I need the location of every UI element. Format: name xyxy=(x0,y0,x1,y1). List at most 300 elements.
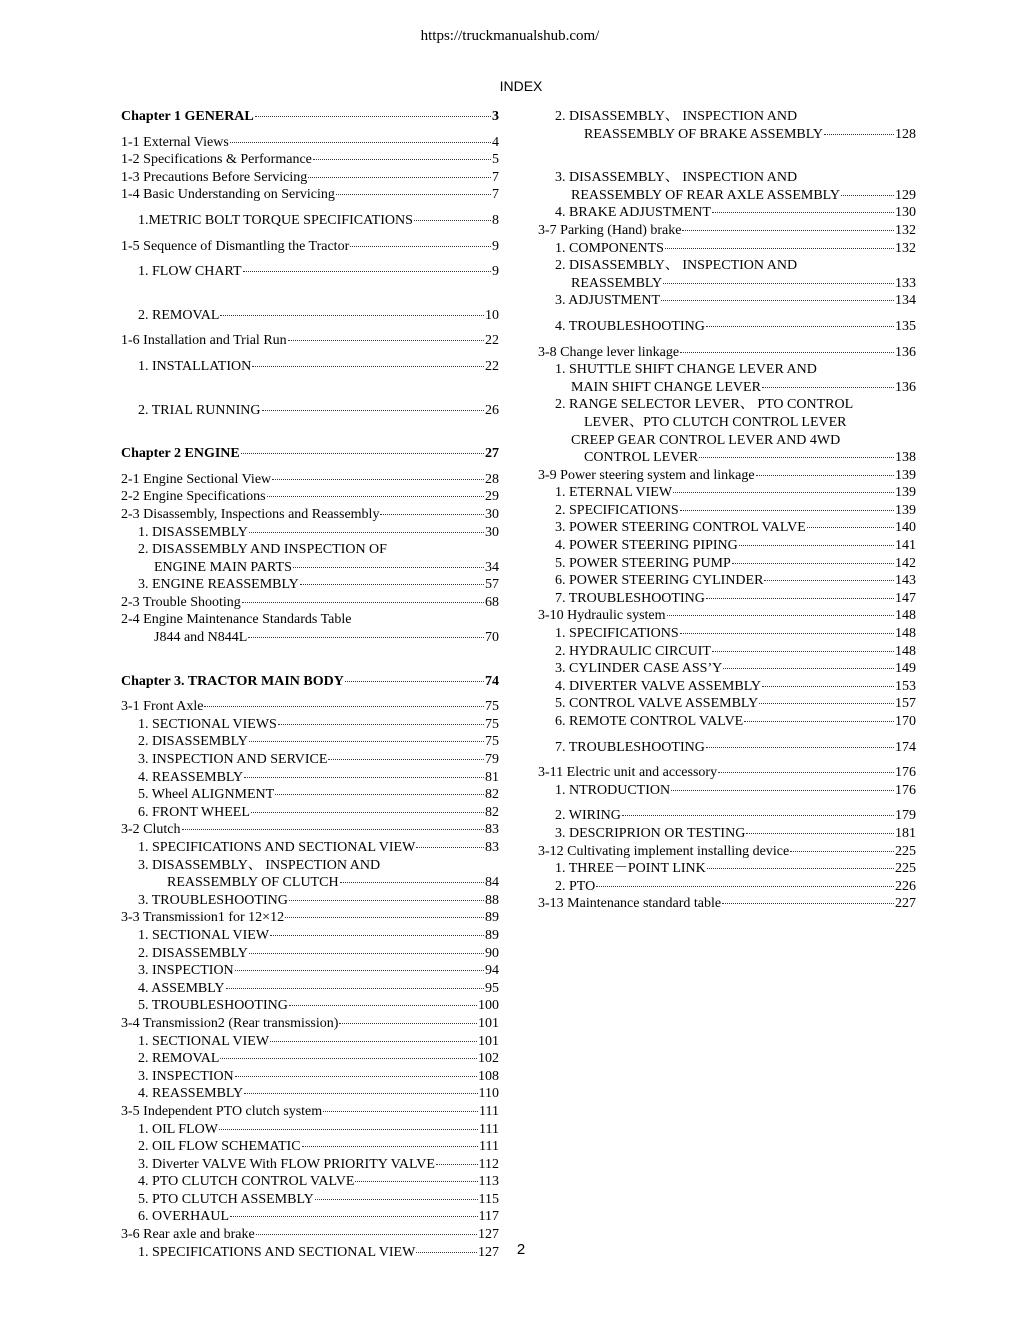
toc-entry-title: 2. REMOVAL xyxy=(138,307,220,323)
toc-entry xyxy=(121,909,499,927)
toc-entry xyxy=(121,307,499,325)
toc-right-column xyxy=(538,108,916,913)
toc-entry-title: ENGINE MAIN PARTS xyxy=(154,559,292,575)
toc-entry-page: 110 xyxy=(478,1086,499,1102)
toc-entry-page: 57 xyxy=(485,577,499,593)
dot-leader xyxy=(746,832,894,834)
toc-entry-page: 226 xyxy=(895,878,916,894)
toc-entry-page: 9 xyxy=(492,238,499,254)
dot-leader xyxy=(293,566,484,568)
dot-leader xyxy=(756,474,894,476)
toc-entry-title: 1. FLOW CHART xyxy=(138,264,242,280)
toc-entry xyxy=(121,804,499,822)
toc-entry-page: 27 xyxy=(485,446,499,462)
toc-entry-title: 3. DISASSEMBLY、 INSPECTION AND xyxy=(138,857,381,873)
dot-leader xyxy=(308,176,491,178)
toc-entry-page: 70 xyxy=(485,630,499,646)
toc-entry-page: 136 xyxy=(895,379,916,395)
toc-entry xyxy=(121,263,499,281)
dot-leader xyxy=(249,531,484,533)
toc-entry-continued xyxy=(121,857,499,875)
toc-entry-title: 4. ASSEMBLY xyxy=(138,980,225,996)
dot-leader xyxy=(667,614,894,616)
toc-entry xyxy=(121,821,499,839)
toc-entry-title: 3. INSPECTION xyxy=(138,963,234,979)
dot-leader xyxy=(220,314,484,316)
toc-entry-page: 136 xyxy=(895,344,916,360)
toc-entry-title: 2. DISASSEMBLY xyxy=(138,945,248,961)
toc-entry xyxy=(121,1156,499,1174)
dot-leader xyxy=(762,685,894,687)
dot-leader xyxy=(706,597,894,599)
dot-leader xyxy=(380,513,484,515)
toc-entry xyxy=(121,471,499,489)
toc-entry-title: REASSEMBLY OF REAR AXLE ASSEMBLY xyxy=(571,187,840,203)
toc-entry xyxy=(538,467,916,485)
toc-entry xyxy=(538,572,916,590)
toc-entry-page: 225 xyxy=(895,843,916,859)
toc-entry-page: 102 xyxy=(478,1051,499,1067)
toc-entry xyxy=(538,807,916,825)
toc-entry-page: 83 xyxy=(485,840,499,855)
dot-leader xyxy=(790,850,894,852)
toc-entry-title: 3-1 Front Axle xyxy=(121,699,204,715)
toc-entry xyxy=(538,240,916,258)
toc-entry xyxy=(538,607,916,625)
page-title: INDEX xyxy=(499,78,543,94)
dot-leader xyxy=(300,583,484,585)
toc-entry-continued xyxy=(538,414,916,432)
dot-leader xyxy=(285,916,484,918)
toc-entry-continued xyxy=(121,611,499,629)
toc-entry-title: 3-3 Transmission1 for 12×12 xyxy=(121,910,285,926)
dot-leader xyxy=(270,934,484,936)
dot-leader xyxy=(682,229,894,231)
toc-entry xyxy=(121,698,499,716)
toc-entry-title: 2-4 Engine Maintenance Standards Table xyxy=(121,612,352,628)
toc-entry-title: Chapter 3. TRACTOR MAIN BODY xyxy=(121,673,344,689)
dot-leader xyxy=(278,723,484,725)
toc-entry-page: 30 xyxy=(485,506,499,522)
toc-entry xyxy=(121,629,499,647)
toc-entry xyxy=(121,108,499,126)
toc-entry-page: 82 xyxy=(485,787,499,803)
toc-entry-page: 9 xyxy=(492,264,499,280)
dot-leader xyxy=(182,828,485,830)
toc-entry-title: 4. BRAKE ADJUSTMENT xyxy=(555,205,711,221)
toc-entry-page: 82 xyxy=(485,804,499,820)
toc-entry-title: Chapter 2 ENGINE xyxy=(121,446,240,462)
toc-entry-title: 6. OVERHAUL xyxy=(138,1209,229,1225)
toc-entry-page: 112 xyxy=(478,1156,499,1172)
toc-entry-continued xyxy=(538,432,916,450)
toc-entry xyxy=(538,379,916,397)
toc-entry-title: 3. ENGINE REASSEMBLY xyxy=(138,577,299,593)
toc-entry-title: 3-7 Parking (Hand) brake xyxy=(538,222,682,238)
dot-leader xyxy=(248,636,484,638)
toc-entry-continued xyxy=(538,361,916,379)
toc-entry xyxy=(121,1068,499,1086)
toc-entry xyxy=(538,625,916,643)
toc-entry-title: 3. INSPECTION xyxy=(138,1068,234,1084)
toc-entry xyxy=(538,782,916,800)
toc-entry-title: REASSEMBLY xyxy=(571,275,663,291)
toc-entry-title: 5. CONTROL VALVE ASSEMBLY xyxy=(555,696,759,712)
toc-entry-page: 117 xyxy=(478,1209,499,1225)
toc-entry-page: 128 xyxy=(895,126,916,142)
toc-entry xyxy=(121,134,499,152)
toc-entry xyxy=(538,713,916,731)
toc-entry-title: 1-3 Precautions Before Servicing xyxy=(121,169,308,185)
dot-leader xyxy=(764,579,894,581)
dot-leader xyxy=(671,789,894,791)
toc-entry-title: 1. SHUTTLE SHIFT CHANGE LEVER AND xyxy=(555,362,817,378)
toc-entry-title: 1. SECTIONAL VIEW xyxy=(138,1033,270,1049)
toc-entry-page: 115 xyxy=(478,1191,499,1207)
toc-entry-page: 143 xyxy=(895,573,916,589)
toc-entry-page: 181 xyxy=(895,825,916,841)
dot-leader xyxy=(807,526,894,528)
toc-entry-page: 147 xyxy=(895,590,916,606)
toc-entry-page: 10 xyxy=(485,307,499,323)
toc-entry xyxy=(121,1191,499,1209)
toc-entry-page: 81 xyxy=(485,769,499,785)
toc-entry xyxy=(538,895,916,913)
toc-entry-title: 4. TROUBLESHOOTING xyxy=(555,318,705,334)
toc-entry-page: 157 xyxy=(895,696,916,712)
toc-entry-page: 140 xyxy=(895,520,916,536)
dot-leader xyxy=(680,351,894,353)
toc-entry xyxy=(121,839,499,857)
dot-leader xyxy=(289,1004,477,1006)
toc-entry xyxy=(121,962,499,980)
dot-leader xyxy=(706,746,894,748)
dot-leader xyxy=(241,452,484,454)
toc-entry-page: 29 xyxy=(485,489,499,505)
toc-entry-title: 3. INSPECTION AND SERVICE xyxy=(138,752,328,768)
toc-entry-title: 3-10 Hydraulic system xyxy=(538,608,666,624)
toc-entry-title: 5. Wheel ALIGNMENT xyxy=(138,787,275,803)
dot-leader xyxy=(732,562,894,564)
toc-entry xyxy=(121,1121,499,1139)
dot-leader xyxy=(673,491,894,493)
toc-entry xyxy=(121,733,499,751)
toc-entry-title: 1-5 Sequence of Dismantling the Tractor xyxy=(121,238,350,254)
toc-entry-page: 139 xyxy=(895,485,916,501)
dot-leader xyxy=(336,193,491,195)
toc-entry-page: 88 xyxy=(485,892,499,908)
toc-entry-title: 2. REMOVAL xyxy=(138,1051,220,1067)
toc-entry-page: 176 xyxy=(895,782,916,798)
toc-entry-page: 75 xyxy=(485,716,499,732)
toc-entry-page: 4 xyxy=(492,134,499,150)
toc-entry-title: 1-2 Specifications & Performance xyxy=(121,152,312,168)
toc-entry-title: 3-9 Power steering system and linkage xyxy=(538,467,755,483)
toc-entry xyxy=(121,332,499,350)
toc-entry xyxy=(538,187,916,205)
dot-leader xyxy=(251,811,484,813)
toc-entry xyxy=(121,524,499,542)
toc-entry-title: 1. OIL FLOW xyxy=(138,1121,218,1137)
toc-entry-page: 139 xyxy=(895,502,916,518)
dot-leader xyxy=(622,814,894,816)
toc-entry-title: 1-6 Installation and Trial Run xyxy=(121,333,287,349)
toc-entry-title: 3. TROUBLESHOOTING xyxy=(138,892,288,908)
dot-leader xyxy=(267,495,484,497)
toc-entry-title: 6. FRONT WHEEL xyxy=(138,804,250,820)
dot-leader xyxy=(230,141,491,143)
dot-leader xyxy=(242,601,484,603)
toc-entry xyxy=(121,945,499,963)
toc-entry xyxy=(121,594,499,612)
toc-entry xyxy=(121,1208,499,1226)
toc-entry-page: 129 xyxy=(895,187,916,203)
toc-entry-title: 2. DISASSEMBLY xyxy=(138,734,248,750)
toc-entry xyxy=(121,1085,499,1103)
toc-entry-title: REASSEMBLY OF CLUTCH xyxy=(167,875,339,891)
toc-entry-page: 101 xyxy=(478,1015,499,1031)
dot-leader xyxy=(244,1092,477,1094)
toc-entry xyxy=(121,1103,499,1121)
dot-leader xyxy=(824,133,894,135)
toc-entry-title: LEVER、PTO CLUTCH CONTROL LEVER xyxy=(584,414,847,430)
dot-leader xyxy=(416,846,484,848)
toc-entry xyxy=(121,169,499,187)
toc-entry xyxy=(538,860,916,878)
toc-entry-continued xyxy=(538,169,916,187)
dot-leader xyxy=(680,509,894,511)
toc-entry-page: 176 xyxy=(895,765,916,781)
toc-entry-page: 94 xyxy=(485,963,499,979)
toc-entry-page: 153 xyxy=(895,678,916,694)
toc-entry-page: 3 xyxy=(492,109,499,124)
toc-entry xyxy=(538,843,916,861)
toc-entry xyxy=(121,212,499,230)
toc-entry xyxy=(121,874,499,892)
toc-entry xyxy=(121,1173,499,1191)
dot-leader xyxy=(718,771,894,773)
dot-leader xyxy=(219,1128,478,1130)
toc-entry xyxy=(121,751,499,769)
dot-leader xyxy=(712,211,894,213)
toc-entry xyxy=(538,825,916,843)
toc-entry-title: 6. POWER STEERING CYLINDER xyxy=(555,573,764,589)
dot-leader xyxy=(235,1075,477,1077)
dot-leader xyxy=(744,720,894,722)
toc-entry-page: 68 xyxy=(485,594,499,610)
toc-entry-title: 3. Diverter VALVE With FLOW PRIORITY VALVE xyxy=(138,1156,435,1172)
dot-leader xyxy=(706,325,894,327)
dot-leader xyxy=(661,299,894,301)
toc-entry xyxy=(121,576,499,594)
toc-entry-title: CONTROL LEVER xyxy=(584,450,699,466)
dot-leader xyxy=(414,219,491,221)
dot-leader xyxy=(272,478,484,480)
toc-entry-continued xyxy=(538,396,916,414)
toc-entry-title: 2. DISASSEMBLY、 INSPECTION AND xyxy=(555,109,798,124)
toc-entry-page: 170 xyxy=(895,714,916,729)
toc-entry-title: 3-2 Clutch xyxy=(121,822,181,838)
toc-entry xyxy=(538,449,916,467)
dot-leader xyxy=(249,952,484,954)
toc-entry-page: 79 xyxy=(485,752,499,768)
toc-entry-title: 3. DESCRIPRION OR TESTING xyxy=(555,825,746,841)
toc-entry-page: 133 xyxy=(895,275,916,291)
toc-entry-page: 34 xyxy=(485,559,499,575)
toc-entry-title: 2. OIL FLOW SCHEMATIC xyxy=(138,1139,301,1155)
toc-entry-page: 90 xyxy=(485,945,499,961)
toc-entry xyxy=(538,275,916,293)
toc-entry-page: 127 xyxy=(478,1227,499,1243)
toc-entry-page: 28 xyxy=(485,471,499,487)
toc-entry-continued xyxy=(538,108,916,126)
toc-entry xyxy=(121,716,499,734)
toc-entry-title: 3-12 Cultivating implement installing device xyxy=(538,843,790,859)
toc-entry-title: 5. PTO CLUTCH ASSEMBLY xyxy=(138,1191,314,1207)
toc-entry xyxy=(538,590,916,608)
toc-entry xyxy=(121,559,499,577)
toc-entry-title: 6. REMOTE CONTROL VALVE xyxy=(555,714,744,729)
toc-entry-title: 4. REASSEMBLY xyxy=(138,769,244,785)
dot-leader xyxy=(262,409,485,411)
toc-entry-title: 3-8 Change lever linkage xyxy=(538,344,680,360)
toc-entry xyxy=(121,151,499,169)
toc-entry-title: 2-2 Engine Specifications xyxy=(121,489,266,505)
toc-entry xyxy=(121,238,499,256)
toc-entry xyxy=(121,186,499,204)
toc-entry xyxy=(121,488,499,506)
toc-entry xyxy=(538,318,916,336)
toc-entry xyxy=(538,695,916,713)
toc-entry xyxy=(538,502,916,520)
toc-entry-title: 3. DISASSEMBLY、 INSPECTION AND xyxy=(555,170,798,186)
toc-entry-title: 1. ETERNAL VIEW xyxy=(555,485,673,501)
toc-entry-page: 113 xyxy=(478,1174,499,1190)
toc-entry-page: 111 xyxy=(479,1139,499,1155)
toc-entry xyxy=(538,126,916,144)
toc-entry-title: 3-13 Maintenance standard table xyxy=(538,896,722,912)
dot-leader xyxy=(302,1145,478,1147)
dot-leader xyxy=(230,1215,478,1217)
toc-entry-page: 148 xyxy=(895,608,916,624)
toc-entry xyxy=(538,537,916,555)
toc-entry-title: 2. DISASSEMBLY、 INSPECTION AND xyxy=(555,258,798,274)
toc-entry-title: 2. DISASSEMBLY AND INSPECTION OF xyxy=(138,542,387,558)
toc-entry-title: 3. CYLINDER CASE ASS’Y xyxy=(555,661,723,677)
toc-entry xyxy=(538,678,916,696)
toc-entry-title: 1. SPECIFICATIONS AND SECTIONAL VIEW xyxy=(138,1244,416,1260)
toc-entry xyxy=(538,555,916,573)
toc-entry xyxy=(121,445,499,463)
toc-entry-title: 1. DISASSEMBLY xyxy=(138,524,248,540)
toc-entry-title: 3-11 Electric unit and accessory xyxy=(538,765,718,781)
toc-entry xyxy=(538,764,916,782)
toc-entry-page: 132 xyxy=(895,240,916,256)
toc-entry-title: 1. INSTALLATION xyxy=(138,358,252,374)
toc-entry xyxy=(121,769,499,787)
toc-entry-page: 139 xyxy=(895,467,916,483)
toc-entry-page: 75 xyxy=(485,734,499,750)
toc-entry xyxy=(121,673,499,691)
toc-entry-title: 2. PTO xyxy=(555,878,596,894)
toc-entry xyxy=(121,980,499,998)
toc-entry-title: 4. DIVERTER VALVE ASSEMBLY xyxy=(555,678,761,694)
toc-entry-page: 22 xyxy=(485,333,499,349)
toc-entry xyxy=(121,506,499,524)
toc-entry-title: 2. WIRING xyxy=(555,808,621,824)
dot-leader xyxy=(723,667,894,669)
dot-leader xyxy=(699,456,894,458)
dot-leader xyxy=(345,680,484,682)
toc-entry-page: 149 xyxy=(895,661,916,677)
toc-entry-page: 26 xyxy=(485,402,499,418)
toc-entry-page: 130 xyxy=(895,205,916,221)
dot-leader xyxy=(328,758,484,760)
dot-leader xyxy=(315,1198,478,1200)
toc-entry-page: 141 xyxy=(895,538,916,554)
toc-entry-page: 108 xyxy=(478,1068,499,1084)
toc-entry-page: 132 xyxy=(895,222,916,238)
toc-entry-title: 2-1 Engine Sectional View xyxy=(121,471,272,487)
toc-entry-title: Chapter 1 GENERAL xyxy=(121,109,254,124)
toc-entry-continued xyxy=(538,257,916,275)
dot-leader xyxy=(707,867,894,869)
dot-leader xyxy=(340,881,484,883)
toc-entry-page: 135 xyxy=(895,318,916,334)
toc-entry-title: 4. POWER STEERING PIPING xyxy=(555,538,738,554)
toc-entry xyxy=(121,1015,499,1033)
toc-entry xyxy=(121,358,499,376)
toc-entry-title: 3-6 Rear axle and brake xyxy=(121,1227,255,1243)
dot-leader xyxy=(841,194,894,196)
toc-entry xyxy=(538,739,916,757)
toc-entry-title: 3-5 Independent PTO clutch system xyxy=(121,1103,323,1119)
toc-entry xyxy=(121,892,499,910)
dot-leader xyxy=(323,1110,478,1112)
toc-entry-title: 1-1 External Views xyxy=(121,134,229,150)
toc-entry xyxy=(121,786,499,804)
toc-entry-title: 5. POWER STEERING PUMP xyxy=(555,555,731,571)
dot-leader xyxy=(596,885,894,887)
dot-leader xyxy=(270,1040,477,1042)
toc-entry xyxy=(538,344,916,362)
toc-entry xyxy=(538,643,916,661)
toc-entry-page: 111 xyxy=(479,1103,499,1119)
toc-entry-title: 1. SPECIFICATIONS AND SECTIONAL VIEW xyxy=(138,840,416,855)
toc-entry-title: 1. SECTIONAL VIEWS xyxy=(138,716,277,732)
toc-entry-continued xyxy=(121,541,499,559)
dot-leader xyxy=(255,115,491,117)
toc-entry xyxy=(538,660,916,678)
toc-left-column xyxy=(121,108,499,1261)
toc-entry-page: 7 xyxy=(492,169,499,185)
toc-entry-page: 89 xyxy=(485,927,499,943)
toc-entry xyxy=(538,484,916,502)
toc-entry xyxy=(121,402,499,420)
dot-leader xyxy=(355,1180,477,1182)
toc-entry-page: 138 xyxy=(895,450,916,466)
source-url: https://truckmanualshub.com/ xyxy=(420,28,600,44)
toc-entry-title: 2-3 Disassembly, Inspections and Reassembly xyxy=(121,506,380,522)
dot-leader xyxy=(244,776,484,778)
toc-entry-title: 7. TROUBLESHOOTING xyxy=(555,590,705,606)
toc-entry-title: 4. PTO CLUTCH CONTROL VALVE xyxy=(138,1174,355,1190)
toc-entry-page: 174 xyxy=(895,739,916,755)
toc-entry-title: REASSEMBLY OF BRAKE ASSEMBLY xyxy=(584,126,824,142)
toc-entry xyxy=(121,927,499,945)
toc-entry-title: 2. RANGE SELECTOR LEVER、 PTO CONTROL xyxy=(555,397,854,413)
toc-entry-page: 227 xyxy=(895,896,916,912)
